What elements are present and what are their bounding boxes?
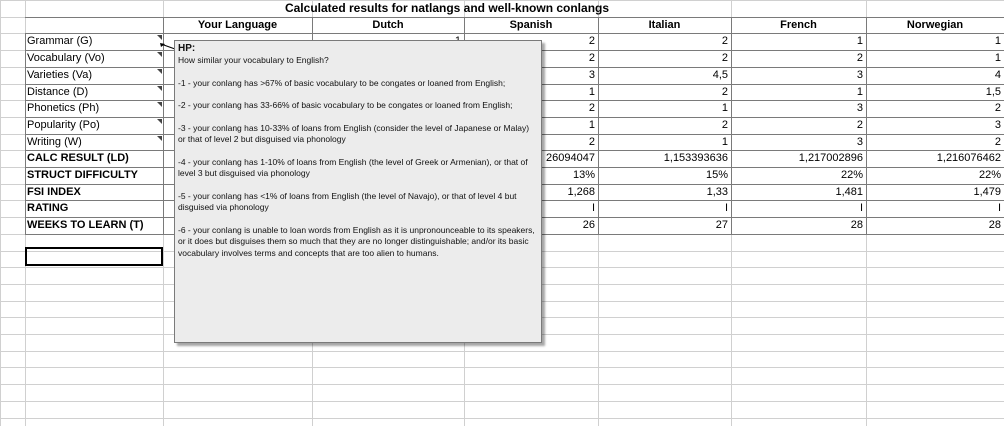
row-label[interactable]: Varieties (Va) xyxy=(27,69,93,81)
spanish-result[interactable]: 13% xyxy=(572,169,595,181)
french-result[interactable]: 1,481 xyxy=(835,186,863,198)
italian-value[interactable]: 2 xyxy=(721,86,728,98)
selected-cell[interactable] xyxy=(25,247,163,266)
column-header-dutch[interactable]: Dutch xyxy=(372,19,404,31)
italian-value[interactable]: 1 xyxy=(721,136,728,148)
comment-indicator-icon xyxy=(157,119,162,124)
row-label[interactable]: Distance (D) xyxy=(27,86,89,98)
italian-result[interactable]: I xyxy=(724,202,728,214)
french-value[interactable]: 1 xyxy=(856,86,863,98)
spanish-value[interactable]: 2 xyxy=(588,102,595,114)
norwegian-result[interactable]: 22% xyxy=(978,169,1001,181)
spanish-value[interactable]: 1 xyxy=(588,86,595,98)
column-header-french[interactable]: French xyxy=(780,19,817,31)
italian-value[interactable]: 2 xyxy=(721,35,728,47)
norwegian-value[interactable]: 1 xyxy=(994,52,1001,64)
column-header-spanish[interactable]: Spanish xyxy=(509,19,553,31)
spanish-value[interactable]: 2 xyxy=(588,52,595,64)
italian-result[interactable]: 15% xyxy=(705,169,728,181)
norwegian-result[interactable]: 1,216076462 xyxy=(936,152,1001,164)
spanish-value[interactable]: 1 xyxy=(588,119,595,131)
spanish-value[interactable]: 2 xyxy=(588,35,595,47)
row-label[interactable]: Writing (W) xyxy=(27,136,82,148)
column-header-italian[interactable]: Italian xyxy=(648,19,681,31)
sheet-title[interactable]: Calculated results for natlangs and well-known conlangs xyxy=(284,1,610,15)
french-value[interactable]: 3 xyxy=(856,136,863,148)
norwegian-result[interactable]: I xyxy=(997,202,1001,214)
french-result[interactable]: 28 xyxy=(850,219,863,231)
result-label[interactable]: FSI INDEX xyxy=(27,186,81,198)
french-value[interactable]: 1 xyxy=(856,35,863,47)
spanish-result[interactable]: 1,268 xyxy=(567,186,595,198)
row-label[interactable]: Grammar (G) xyxy=(27,35,93,47)
italian-result[interactable]: 1,33 xyxy=(706,186,728,198)
spanish-result[interactable]: 26 xyxy=(582,219,595,231)
spanish-result[interactable]: 26094047 xyxy=(546,152,595,164)
comment-indicator-icon xyxy=(157,69,162,74)
norwegian-result[interactable]: 1,479 xyxy=(973,186,1001,198)
comment-indicator-icon xyxy=(157,136,162,141)
italian-result[interactable]: 27 xyxy=(715,219,728,231)
comment-indicator-icon xyxy=(157,86,162,91)
norwegian-value[interactable]: 1 xyxy=(994,35,1001,47)
spanish-value[interactable]: 2 xyxy=(588,136,595,148)
comment-item-3: -3 - your conlang has 10-33% of loans from English (consider the level of Japanese or Malay) or that of level 2 but disguised via phonology xyxy=(178,122,530,144)
comment-indicator-icon xyxy=(157,35,162,40)
italian-value[interactable]: 2 xyxy=(721,52,728,64)
italian-result[interactable]: 1,153393636 xyxy=(663,152,728,164)
result-label[interactable]: WEEKS TO LEARN (T) xyxy=(27,219,144,231)
french-value[interactable]: 2 xyxy=(856,119,863,131)
comment-item-2: -2 - your conlang has 33-66% of basic vocabulary to be congates or loaned from English; xyxy=(178,100,513,110)
row-label[interactable]: Phonetics (Ph) xyxy=(27,102,100,114)
french-result[interactable]: I xyxy=(859,202,863,214)
result-label[interactable]: CALC RESULT (LD) xyxy=(27,152,129,164)
result-label[interactable]: RATING xyxy=(27,202,69,214)
comment-item-1: -1 - your conlang has >67% of basic vocabulary to be congates or loaned from English; xyxy=(178,77,506,88)
french-result[interactable]: 1,217002896 xyxy=(798,152,863,164)
italian-value[interactable]: 1 xyxy=(721,102,728,114)
comment-question: How similar your vocabulary to English? xyxy=(178,55,329,65)
norwegian-result[interactable]: 28 xyxy=(988,219,1001,231)
comment-item-6: -6 - your conlang is unable to loan words from English as it is unpronounceable to its speakers, or it does but disguises them so much that they are no longer distinguishable; and/or its basic vocabulary involves terms and concepts that are too alien to humans. xyxy=(178,224,535,258)
norwegian-value[interactable]: 4 xyxy=(994,69,1001,81)
french-value[interactable]: 2 xyxy=(856,52,863,64)
result-label[interactable]: STRUCT DIFFICULTY xyxy=(27,169,139,181)
norwegian-value[interactable]: 3 xyxy=(994,119,1001,131)
french-value[interactable]: 3 xyxy=(856,69,863,81)
column-header-your-language[interactable]: Your Language xyxy=(197,19,278,31)
comment-item-4: -4 - your conlang has 1-10% of loans from English (the level of Greek or Armenian), or that of level 3 but disguised via phonology xyxy=(178,156,528,178)
column-header-norwegian[interactable]: Norwegian xyxy=(906,19,964,31)
italian-value[interactable]: 4,5 xyxy=(712,69,728,81)
comment-indicator-icon xyxy=(157,52,162,57)
comment-indicator-icon xyxy=(157,102,162,107)
norwegian-value[interactable]: 2 xyxy=(994,136,1001,148)
italian-value[interactable]: 2 xyxy=(721,119,728,131)
row-label[interactable]: Vocabulary (Vo) xyxy=(27,52,105,64)
comment-title: HP: xyxy=(178,43,196,54)
french-value[interactable]: 3 xyxy=(856,102,863,114)
norwegian-value[interactable]: 1,5 xyxy=(985,86,1001,98)
french-result[interactable]: 22% xyxy=(840,169,863,181)
norwegian-value[interactable]: 2 xyxy=(994,102,1001,114)
row-label[interactable]: Popularity (Po) xyxy=(27,119,100,131)
spanish-value[interactable]: 3 xyxy=(588,69,595,81)
comment-item-5: -5 - your conlang has <1% of loans from English (the level of Navajo), or that of level 4 but disguised via phonology xyxy=(178,190,517,212)
cell-comment-popup xyxy=(174,40,542,343)
spanish-result[interactable]: I xyxy=(591,202,595,214)
